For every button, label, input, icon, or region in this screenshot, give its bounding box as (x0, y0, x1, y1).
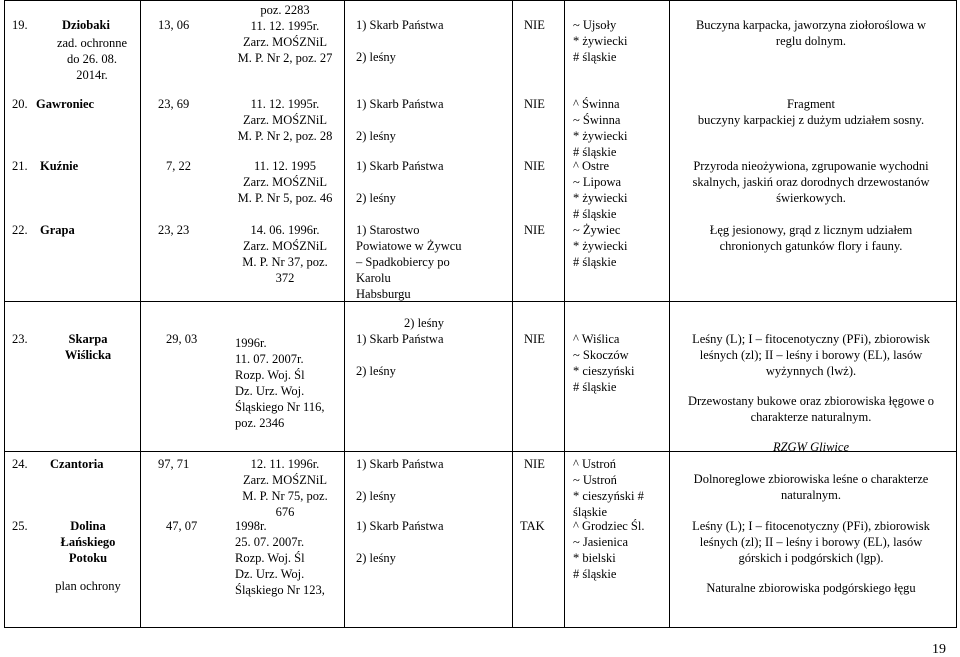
reserve-name: Dolina (70, 519, 106, 533)
description: Leśny (L); I – fitocenotyczny (PFi), zbiorowisk (692, 332, 930, 346)
location: ^ Wiślica (573, 332, 620, 346)
owner: Powiatowe w Żywcu (356, 239, 462, 253)
location: # śląskie (573, 255, 617, 269)
location: ^ Ostre (573, 159, 610, 173)
table-border-bottom (4, 627, 957, 628)
legal-basis: 11. 12. 1995 (253, 159, 317, 173)
description: charakterze naturalnym. (750, 410, 872, 424)
owner: 2) leśny (356, 489, 396, 503)
location: ~ Świnna (573, 113, 621, 127)
location: * żywiecki (573, 191, 628, 205)
location: śląskie (573, 505, 608, 519)
legal-basis: Śląskiego Nr 123, (235, 583, 325, 597)
plan-status: NIE (524, 18, 545, 32)
description: Dolnoreglowe zbiorowiska leśne o charakterze (693, 472, 929, 486)
description: górskich i podgórskich (lgp). (738, 551, 884, 565)
description: reglu dolnym. (775, 34, 847, 48)
row-divider (4, 301, 957, 302)
location: * żywiecki (573, 34, 628, 48)
legal-basis: Zarz. MOŚZNiL (242, 473, 327, 487)
column-divider (512, 0, 513, 628)
region-header: RZGW Gliwice (772, 440, 850, 454)
reserve-name: Łańskiego (60, 535, 116, 549)
reserve-note: 2014r. (76, 68, 108, 82)
location: # śląskie (573, 145, 617, 159)
legal-basis: 1996r. (235, 336, 267, 350)
location: ~ Ujsoły (573, 18, 617, 32)
column-divider (564, 0, 565, 628)
description: leśnych (zl); II – leśny i borowy (EL), lasów (699, 535, 923, 549)
description: Łęg jesionowy, grąd z licznym udziałem (709, 223, 913, 237)
reserve-name: Potoku (68, 551, 108, 565)
owner: 2) leśny (404, 316, 444, 330)
area-value: 7, 22 (166, 159, 191, 173)
legal-basis: Dz. Urz. Woj. (235, 384, 305, 398)
legal-basis: Zarz. MOŚZNiL (242, 113, 327, 127)
description: Przyroda nieożywiona, zgrupowanie wychodni (693, 159, 929, 173)
table-border-left (4, 0, 5, 628)
location: # śląskie (573, 567, 617, 581)
location: ^ Ustroń (573, 457, 617, 471)
row-number: 20. (12, 97, 28, 111)
location: ~ Lipowa (573, 175, 622, 189)
location: # śląskie (573, 380, 617, 394)
description: naturalnym. (780, 488, 842, 502)
location: ~ Jasienica (573, 535, 629, 549)
location: * cieszyński # (573, 489, 644, 503)
owner: 1) Skarb Państwa (356, 97, 444, 111)
plan-status: NIE (524, 457, 545, 471)
owner: 1) Skarb Państwa (356, 457, 444, 471)
plan-status: TAK (520, 519, 545, 533)
location: ~ Ustroń (573, 473, 617, 487)
location: * żywiecki (573, 239, 628, 253)
legal-basis: M. P. Nr 37, poz. (242, 255, 328, 269)
legal-basis: Rozp. Woj. Śl (235, 368, 305, 382)
area-value: 13, 06 (158, 18, 190, 32)
owner: 1) Skarb Państwa (356, 332, 444, 346)
legal-basis: Zarz. MOŚZNiL (242, 239, 327, 253)
description: Fragment (787, 97, 835, 111)
reserve-name: Wiślicka (64, 348, 112, 362)
description: Drzewostany bukowe oraz zbiorowiska łęgowe o (687, 394, 935, 408)
owner: 2) leśny (356, 129, 396, 143)
description: Buczyna karpacka, jaworzyna ziołoroślowa w (695, 18, 927, 32)
reserve-name: Dziobaki (62, 18, 110, 32)
reserve-note: do 26. 08. (67, 52, 117, 66)
legal-basis: Rozp. Woj. Śl (235, 551, 305, 565)
owner: 1) Skarb Państwa (356, 18, 444, 32)
column-divider (140, 0, 141, 628)
plan-status: NIE (524, 332, 545, 346)
legal-basis: M. P. Nr 75, poz. (242, 489, 328, 503)
plan-status: NIE (524, 97, 545, 111)
legal-basis: 372 (275, 271, 295, 285)
row-number: 25. (12, 519, 28, 533)
legal-basis: Dz. Urz. Woj. (235, 567, 305, 581)
location: ^ Grodziec Śl. (573, 519, 645, 533)
legal-basis: Śląskiego Nr 116, (235, 400, 325, 414)
location: ^ Świnna (573, 97, 620, 111)
location: # śląskie (573, 50, 617, 64)
legal-basis: poz. 2346 (235, 416, 285, 430)
description: leśnych (zl); II – leśny i borowy (EL), lasów (699, 348, 923, 362)
owner: 1) Skarb Państwa (356, 519, 444, 533)
description: Leśny (L); I – fitocenotyczny (PFi), zbiorowisk (692, 519, 930, 533)
description: buczyny karpackiej z dużym udziałem sosny. (697, 113, 925, 127)
legal-basis: 676 (275, 505, 295, 519)
legal-basis: 14. 06. 1996r. (250, 223, 320, 237)
legal-basis: poz. 2283 (260, 3, 310, 17)
location: ~ Skoczów (573, 348, 629, 362)
owner: – Spadkobiercy po (356, 255, 450, 269)
owner: Habsburgu (356, 287, 411, 301)
plan-status: NIE (524, 159, 545, 173)
reserve-name: Kuźnie (40, 159, 79, 173)
owner: 2) leśny (356, 551, 396, 565)
legal-basis: Zarz. MOŚZNiL (242, 35, 327, 49)
legal-basis: M. P. Nr 5, poz. 46 (237, 191, 333, 205)
legal-basis: 1998r. (235, 519, 267, 533)
description: świerkowych. (776, 191, 846, 205)
legal-basis: 25. 07. 2007r. (235, 535, 305, 549)
location: ~ Żywiec (573, 223, 621, 237)
owner: Karolu (356, 271, 391, 285)
reserve-name: Czantoria (50, 457, 104, 471)
location: * cieszyński (573, 364, 635, 378)
reserve-name: Grapa (40, 223, 75, 237)
location: # śląskie (573, 207, 617, 221)
legal-basis: 11. 12. 1995r. (250, 19, 320, 33)
reserve-name: Skarpa (68, 332, 108, 346)
owner: 2) leśny (356, 50, 396, 64)
legal-basis: 11. 12. 1995r. (250, 97, 320, 111)
row-number: 22. (12, 223, 28, 237)
area-value: 23, 23 (158, 223, 190, 237)
reserve-name: Gawroniec (36, 97, 95, 111)
legal-basis: M. P. Nr 2, poz. 27 (237, 51, 333, 65)
description: skalnych, jaskiń oraz dorodnych drzewostanów (692, 175, 930, 189)
row-number: 23. (12, 332, 28, 346)
row-number: 24. (12, 457, 28, 471)
area-value: 23, 69 (158, 97, 190, 111)
description: wyżynnych (lwż). (765, 364, 857, 378)
column-divider (344, 0, 345, 628)
legal-basis: Zarz. MOŚZNiL (242, 175, 327, 189)
plan-status: NIE (524, 223, 545, 237)
owner: 2) leśny (356, 191, 396, 205)
legal-basis: 11. 07. 2007r. (235, 352, 304, 366)
area-value: 47, 07 (166, 519, 198, 533)
table-border-top (4, 0, 957, 1)
owner: 1) Starostwo (356, 223, 420, 237)
table-border-right (956, 0, 957, 628)
owner: 1) Skarb Państwa (356, 159, 444, 173)
description: chronionych gatunków flory i fauny. (719, 239, 903, 253)
area-value: 97, 71 (158, 457, 190, 471)
reserve-note: zad. ochronne (56, 36, 128, 50)
legal-basis: M. P. Nr 2, poz. 28 (237, 129, 333, 143)
description: Naturalne zbiorowiska podgórskiego łęgu (706, 581, 916, 595)
owner: 2) leśny (356, 364, 396, 378)
page-number: 19 (932, 642, 946, 657)
row-number: 19. (12, 18, 28, 32)
row-number: 21. (12, 159, 28, 173)
legal-basis: 12. 11. 1996r. (250, 457, 320, 471)
reserve-note: plan ochrony (55, 579, 121, 593)
location: * żywiecki (573, 129, 628, 143)
area-value: 29, 03 (166, 332, 198, 346)
location: * bielski (573, 551, 616, 565)
